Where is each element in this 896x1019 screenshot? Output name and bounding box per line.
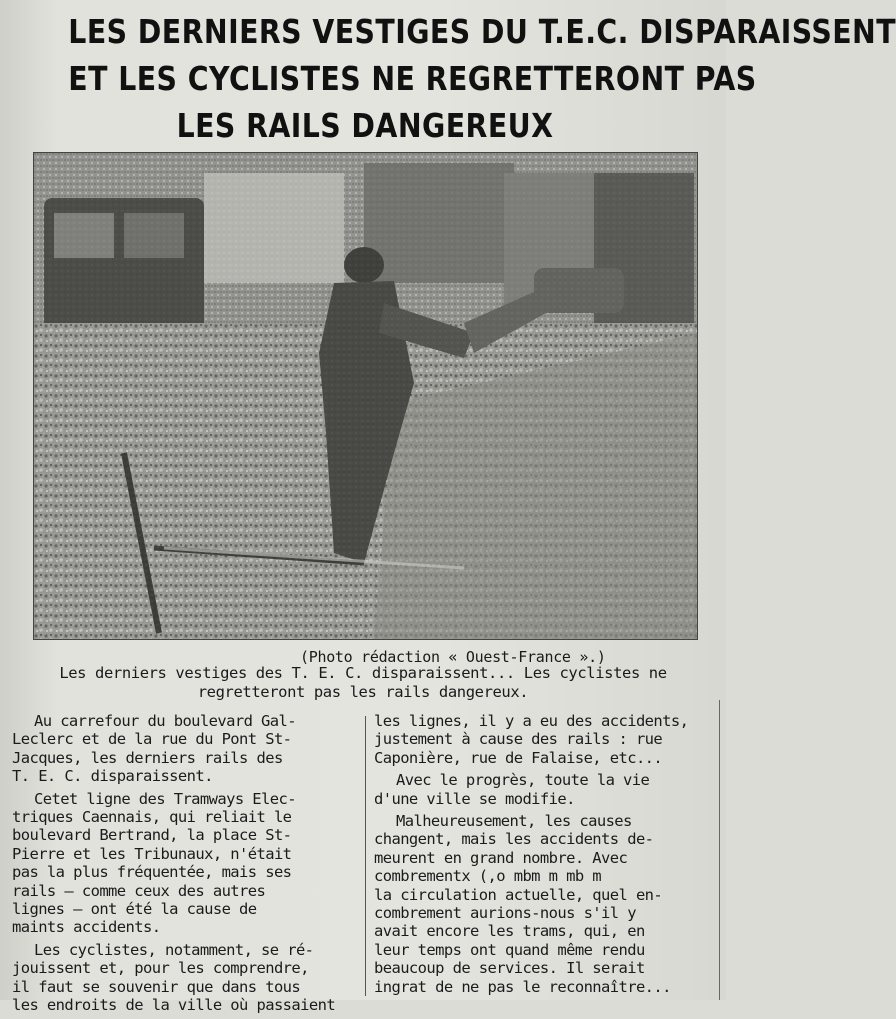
news-photo: [33, 152, 698, 640]
text-line: les lignes, il y a eu des accidents,: [374, 712, 689, 730]
text-line: justement à cause des rails : rue: [374, 730, 663, 749]
headline-line-1: LES DERNIERS VESTIGES DU T.E.C. DISPARAISSENT: [68, 12, 896, 51]
text-line: avait encore les trams, qui, en: [374, 922, 645, 941]
text-line: Malheureusement, les causes: [396, 812, 632, 831]
text-line: Au carrefour du boulevard Gal-: [34, 712, 296, 730]
text-line: rails — comme ceux des autres: [12, 881, 266, 900]
text-line: ingrat de ne pas le reconnaître...: [374, 977, 671, 996]
text-line: T. E. C. disparaissent.: [12, 767, 213, 786]
article-column-left: [12, 712, 358, 1019]
column-divider: [365, 716, 366, 996]
text-line: meurent en grand nombre. Avec: [374, 848, 628, 867]
text-line: Caponière, rue de Falaise, etc...: [374, 748, 663, 767]
text-line: combrementx (,o mbm m mb m: [374, 867, 602, 886]
text-line: triques Caennais, qui reliait le: [12, 808, 292, 827]
text-line: Avec le progrès, toute la vie: [396, 771, 650, 790]
text-line: pas la plus fréquentée, mais ses: [12, 863, 292, 882]
text-line: boulevard Bertrand, la place St-: [12, 826, 292, 845]
caption-line-2: regretteront pas les rails dangereux.: [197, 683, 529, 701]
text-line: beaucoup de services. Il serait: [374, 959, 645, 978]
headline-line-2: ET LES CYCLISTES NE REGRETTERONT PAS: [68, 59, 757, 98]
text-line: jouissent et, pour les comprendre,: [12, 959, 309, 978]
text-line: les endroits de la ville où passaient: [12, 996, 336, 1015]
headline-line-3: LES RAILS DANGEREUX: [176, 106, 554, 145]
photo-caption: [18, 664, 708, 702]
text-line: maints accidents.: [12, 918, 161, 937]
text-line: combrement aurions-nous s'il y: [374, 904, 636, 923]
text-line: Pierre et les Tribunaux, n'était: [12, 844, 292, 863]
text-line: Les cyclistes, notamment, se ré-: [34, 940, 314, 959]
caption-line-1: Les derniers vestiges des T. E. C. disparaissent... Les cyclistes ne: [59, 664, 667, 682]
text-line: Cetet ligne des Tramways Elec-: [34, 789, 296, 808]
text-line: d'une ville se modifie.: [374, 789, 575, 808]
article-headline: [68, 8, 896, 149]
text-line: leur temps ont quand même rendu: [374, 940, 645, 959]
text-line: Leclerc et de la rue du Pont St-: [12, 730, 292, 749]
page-edge-rule: [719, 700, 720, 1000]
text-line: Jacques, les derniers rails des: [12, 748, 283, 767]
text-line: il faut se souvenir que dans tous: [12, 977, 301, 996]
text-line: la circulation actuelle, quel en-: [374, 885, 663, 904]
article-column-right: [374, 712, 720, 1000]
text-line: changent, mais les accidents de-: [374, 830, 654, 849]
photo-credit: (Photo rédaction « Ouest-France ».): [300, 648, 606, 666]
text-line: lignes — ont été la cause de: [12, 900, 257, 919]
